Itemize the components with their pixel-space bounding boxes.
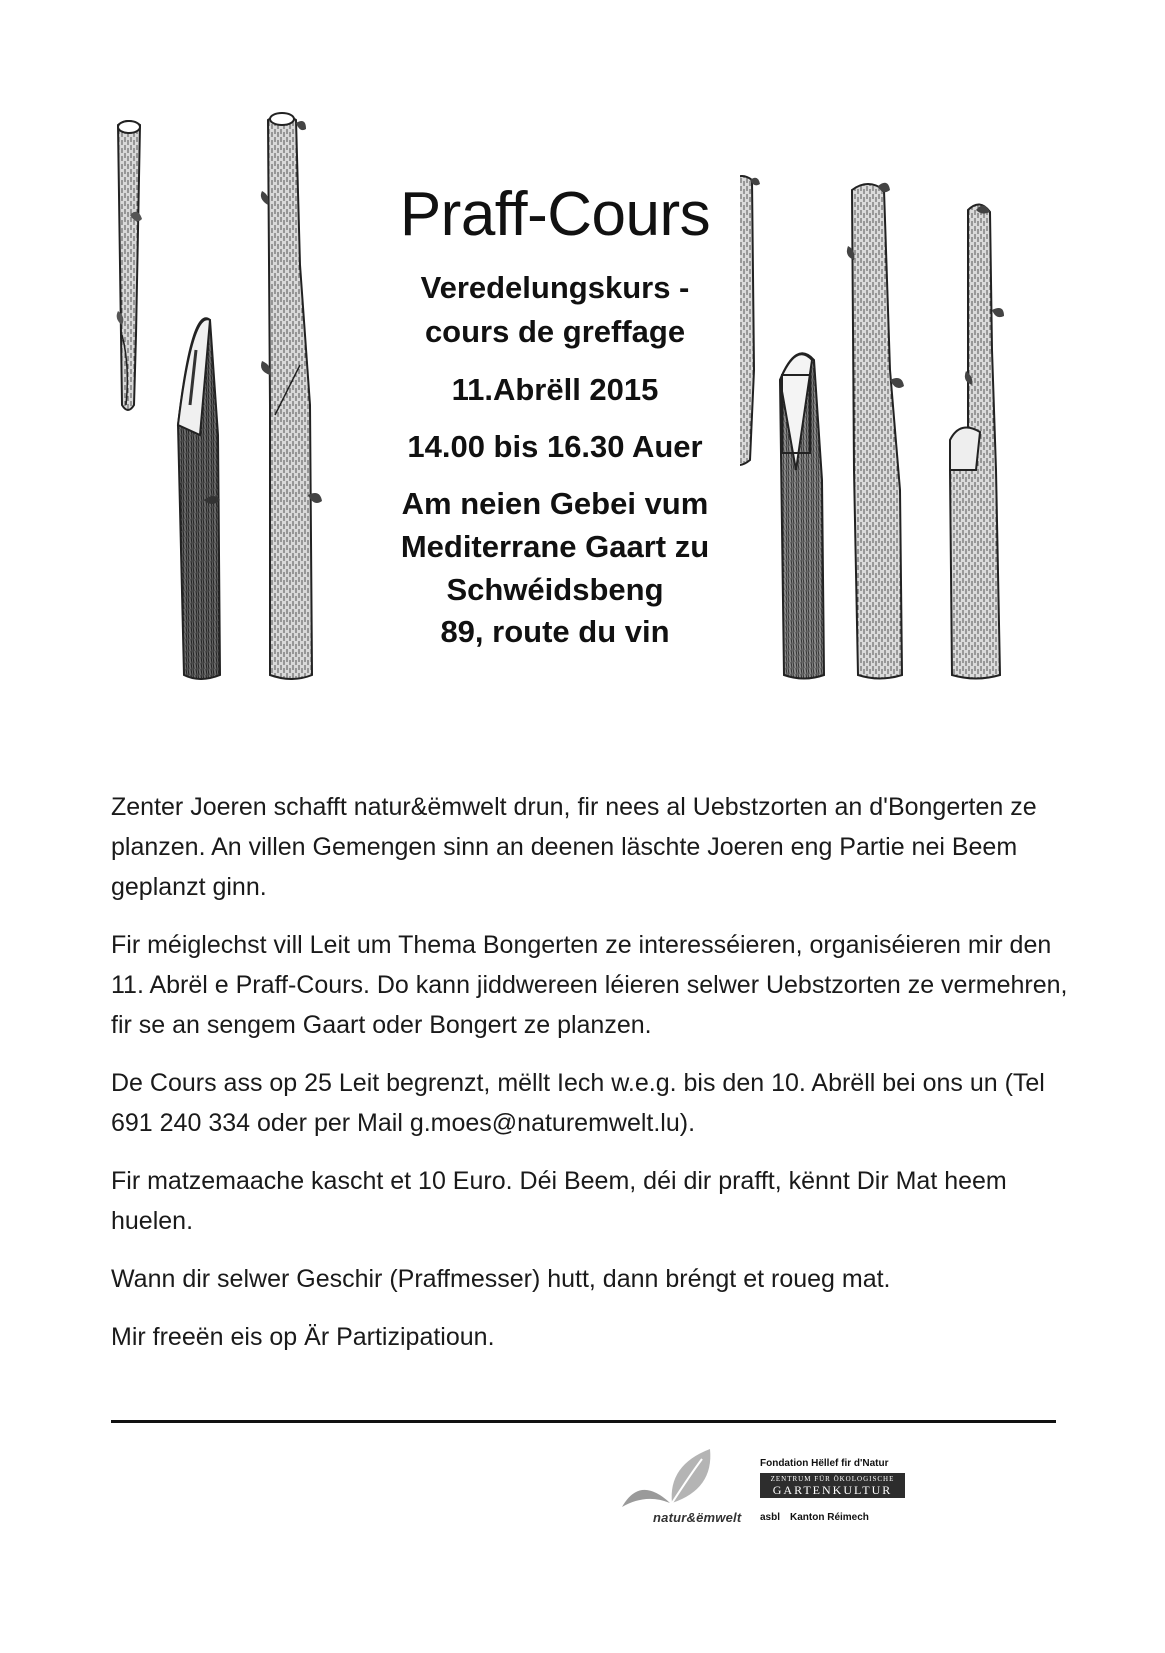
grafting-illustration-right <box>740 170 1060 680</box>
paragraph: De Cours ass op 25 Leit begrenzt, mëllt Iech w.e.g. bis den 10. Abrëll bei ons un (Tel 691 240 334 oder per Mail g.moes@naturemwelt.lu). <box>111 1069 1045 1137</box>
zentrum-line: ZENTRUM FÜR ÖKOLOGISCHE <box>770 1475 895 1483</box>
gartenkultur-line: GARTENKULTUR <box>772 1483 893 1497</box>
subtitle-line: cours de greffage <box>424 314 686 350</box>
fondation-footer <box>760 1512 920 1523</box>
body-text <box>111 787 1071 1375</box>
fondation-logo <box>760 1458 920 1523</box>
subtitle-line: Veredelungskurs - <box>420 270 690 306</box>
event-date: 11.Abrëll 2015 <box>451 372 659 408</box>
natur-emwelt-logo-text: natur&ëmwelt <box>653 1510 742 1525</box>
paragraph: Fir méiglechst vill Leit um Thema Bongerten ze interesséieren, organiséieren mir den 11. Abrël e Praff-Cours. Do kann jiddwereen léieren selwer Uebstzorten ze vermehren, fir se an sengem Gaart oder Bongert ze planzen. <box>111 931 1068 1039</box>
venue-line: 89, route du vin <box>440 614 670 650</box>
venue-line: Mediterrane Gaart zu <box>400 528 710 564</box>
paragraph: Wann dir selwer Geschir (Praffmesser) hutt, dann bréngt et roueg mat. <box>111 1265 891 1293</box>
venue-line: Am neien Gebei vum <box>401 486 709 522</box>
page-title: Praff-Cours <box>399 180 711 249</box>
gartenkultur-badge <box>760 1473 905 1498</box>
asbl-label: asbl <box>760 1512 781 1523</box>
paragraph: Zenter Joeren schafft natur&ëmwelt drun, fir nees al Uebstzorten an d'Bongerten ze planzen. An villen Gemengen sinn an deenen läschte Joeren eng Partie nei Beem geplanzt ginn. <box>111 793 1037 901</box>
venue-line: Schwéidsbeng <box>446 571 664 607</box>
event-venue <box>355 483 755 654</box>
kanton-label: Kanton Réimech <box>790 1512 869 1523</box>
subtitle <box>355 266 755 354</box>
event-time: 14.00 bis 16.30 Auer <box>407 428 703 464</box>
paragraph: Fir matzemaache kascht et 10 Euro. Déi Beem, déi dir prafft, kënnt Dir Mat heem huelen. <box>111 1167 1007 1235</box>
paragraph: Mir freeën eis op Är Partizipatioun. <box>111 1323 495 1351</box>
footer-divider <box>111 1420 1056 1423</box>
grafting-illustration-left <box>100 105 360 680</box>
header-block <box>355 178 755 654</box>
fondation-name: Fondation Hëllef fir d'Natur <box>760 1458 889 1469</box>
